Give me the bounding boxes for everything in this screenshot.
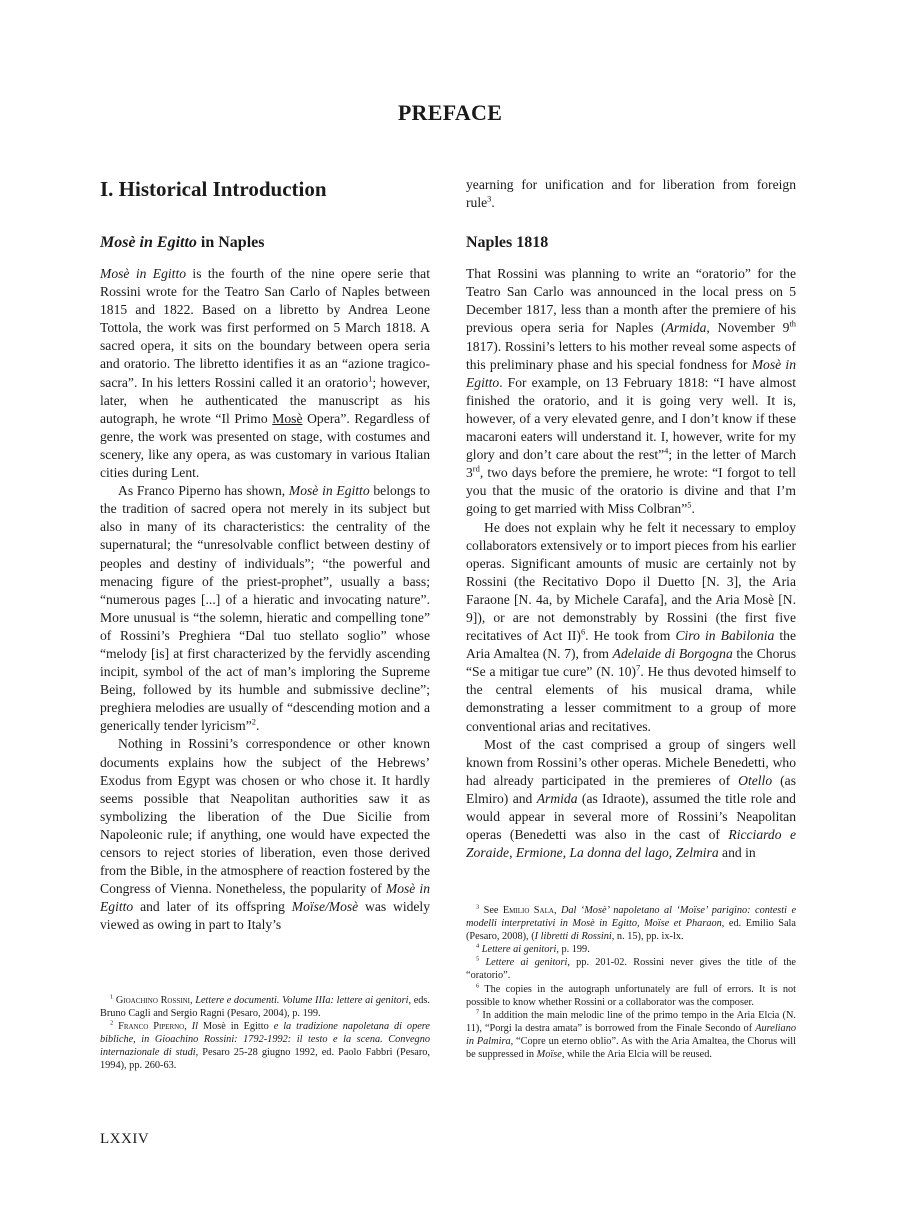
right-continuation xyxy=(466,176,796,212)
footnote-ref: 3 xyxy=(487,193,492,204)
text-run: Armida xyxy=(536,790,578,806)
text-run: I libretti di Rossini xyxy=(534,931,612,943)
text-run: (as Elmiro) and xyxy=(466,772,797,806)
text-run: ; in the letter of March 3 xyxy=(466,447,796,481)
text-run: Moïse xyxy=(536,1049,562,1061)
footnote-ref: rd xyxy=(472,463,480,474)
text-run: yearning for unification and for liberation from foreign rule xyxy=(466,177,796,211)
text-run: , November 9 xyxy=(706,320,790,336)
text-run: Zelmira xyxy=(675,845,719,861)
footnote-ref: 7 xyxy=(476,1008,480,1016)
text-run: and in xyxy=(718,845,756,861)
text-run: . He took from xyxy=(585,628,676,644)
footnote-ref: 3 xyxy=(476,903,480,911)
text-run: , xyxy=(553,905,561,916)
footnote-ref: 5 xyxy=(687,499,692,510)
text-run: Ciro in Babilonia xyxy=(675,628,775,644)
section-heading: I. Historical Introduction xyxy=(100,177,327,201)
text-run: , p. 199. xyxy=(556,944,590,956)
text-run: In addition the main melodic line of the primo tempo in the Aria Elcia (N. 11), “Porgi la destra amata” is borrowed from the Finale Secondo of xyxy=(466,1009,796,1034)
footnote-4 xyxy=(466,943,796,956)
text-run: Lettere ai genitori xyxy=(481,944,557,956)
subheading-italic: Mosè in Egitto xyxy=(100,234,197,251)
text-run: ; however, later, when he authenticated the manuscript as his autograph, he wrote “Il Primo xyxy=(100,374,430,426)
footnote-ref: 2 xyxy=(251,716,256,727)
text-run: Lettere ai genitori xyxy=(485,957,568,969)
right-footnotes xyxy=(466,904,796,1061)
left-paragraph-3 xyxy=(100,735,430,934)
text-run: Gioachino Rossini xyxy=(115,995,190,1006)
text-run: La donna del lago xyxy=(569,845,669,861)
page-title: PREFACE xyxy=(397,100,503,125)
text-run: , xyxy=(509,845,516,861)
text-run: , xyxy=(562,845,570,861)
text-run: Moïse/Mosè xyxy=(291,899,359,915)
text-run: , “Copre un eterno oblio”. As with the Aria Amaltea, the Chorus will be suppressed in xyxy=(466,1035,796,1061)
text-run: 1817). Rossini’s letters to his mother reveal some aspects of this preliminary phase and his special fondness for xyxy=(466,338,796,372)
left-paragraph-1 xyxy=(100,265,430,482)
right-paragraph-1 xyxy=(466,265,796,518)
right-paragraph-2 xyxy=(466,519,796,736)
text-run: . For example, on 13 February 1818: “I have almost finished the oratorio, and it is going very well. It is, however, of a very elevated genre, and I don’t know if these macaroni eaters will understand it. I, however, write for my glory and don’t care about the rest” xyxy=(466,374,796,463)
footnote-ref: 4 xyxy=(664,445,669,456)
subsection-heading-naples-1818: Naples 1818 xyxy=(466,234,549,252)
page-number: LXXIV xyxy=(100,1131,150,1147)
text-run: Dal ‘Mosè’ napoletano al ‘Moïse’ parigino: contesti e modelli interpretativi in Mosè in Egitto, Moïse et Pharaon xyxy=(466,905,797,930)
footnote-2 xyxy=(100,1020,430,1072)
text-run: Mosè in Egitto xyxy=(466,356,797,390)
text-run: . xyxy=(691,501,695,517)
right-column xyxy=(466,176,796,862)
left-column xyxy=(100,176,430,934)
text-run: Most of the cast comprised a group of singers well known from Rossini’s other operas. Michele Benedetti, who had already participated in the premieres of xyxy=(466,736,796,788)
footnote-3 xyxy=(466,904,796,943)
footnote-ref: 4 xyxy=(476,942,480,950)
text-run: was widely viewed as owing in part to Italy’s xyxy=(100,899,430,933)
text-run: , Pesaro 25-28 giugno 1992, ed. Paolo Fabbri (Pesaro, 1994), pp. 260-63. xyxy=(100,1047,430,1072)
text-run: , xyxy=(668,845,676,861)
text-run: Opera”. Regardless of genre, the work was presented on stage, with costumes and scenery, like any opera, as was customary in various Italian cities during Lent. xyxy=(100,410,430,481)
text-run: See xyxy=(479,905,503,916)
footnote-ref: 6 xyxy=(476,982,480,990)
text-run: Lettere e documenti. Volume IIIa: lettere ai genitori xyxy=(195,995,409,1006)
text-run: Ricciardo e Zoraide xyxy=(466,827,796,861)
text-run: Franco Piperno xyxy=(118,1021,185,1033)
text-run: Otello xyxy=(738,772,773,788)
footnote-ref: 7 xyxy=(636,662,641,673)
text-run: , two days before the premiere, he wrote: “I forgot to tell you that the music of the oratorio is divine and that I’m going to get married with Miss Colbran” xyxy=(466,465,796,517)
text-run: , eds. Bruno Cagli and Sergio Ragni (Pesaro, 2004), p. 199. xyxy=(100,995,430,1020)
text-run: Aureliano in Palmira xyxy=(466,1022,796,1047)
text-run: belongs to the tradition of sacred opera not merely in its subject but also in many of its characteristics: the centrality of the supernatural; the “unresolvable conflict between destiny of peoples and destiny of individuals”; “the powerful and menacing figure of the priest-prophet”, usually a bass; “numerous pages [...] of a hieratic and invocating nature”. More unusual is “the solemn, hieratic and compelling tone” of Rossini’s Preghiera “Dal tuo stellato soglio” whose “melody [is] at first characterized by the fervidly ascending incipit, symbol of the act of man’s imploring the Supreme Being, followed by its humble and submissive decline”; preghiera melodies are usually of “descending motion and a generically tender lyricism” xyxy=(100,483,430,734)
text-run: , while the Aria Elcia will be reused. xyxy=(561,1049,712,1061)
footnote-ref: 1 xyxy=(368,373,373,384)
footnote-ref: 2 xyxy=(110,1019,114,1027)
text-run: , xyxy=(184,1021,192,1033)
footnote-ref: 5 xyxy=(476,955,480,963)
text-run: e la tradizione napoletana di opere bibliche, in Gioachino Rossini: 1792-1992: il testo e la scena. Convegno internazionale di studi xyxy=(100,1021,430,1059)
text-run: . xyxy=(255,718,260,734)
text-run: Mosè in Egitto xyxy=(100,266,187,281)
text-run: , n. 15), pp. ix-lx. xyxy=(611,931,684,943)
left-paragraph-2 xyxy=(100,482,430,735)
text-run: the Aria Amaltea (N. 7), from xyxy=(466,628,796,662)
footnote-ref: th xyxy=(789,318,797,329)
text-run: Armida xyxy=(665,320,707,336)
text-run: Nothing in Rossini’s correspondence or other known documents explains how the subject of the Hebrews’ Exodus from Egypt was chosen or who chose it. It hardly seems possible that Neapolitan authorities saw it as symbolizing the liberation of the Due Sicilie from Napoleonic rule; if anything, one would have expected the censors to reject stories of liberation, even those derived from the Bible, in the atmosphere of reaction fostered by the Congress of Vienna. Nonetheless, the popularity of xyxy=(100,736,430,897)
text-run: and later of its offspring xyxy=(133,899,292,915)
subsection-heading-mose-in-naples xyxy=(100,232,430,254)
text-run: As Franco Piperno has shown, xyxy=(118,483,289,499)
text-run: the Chorus “Se a mitigar tue cure” (N. 10) xyxy=(466,646,796,680)
text-run: Emilio Sala xyxy=(502,905,554,916)
text-run: Il xyxy=(191,1021,203,1033)
text-run: The copies in the autograph unfortunately are full of errors. It is not possible to know whether Rossini or a collaborator was the composer. xyxy=(466,983,796,1008)
text-run: , xyxy=(190,995,196,1006)
text-run: , pp. 201-02. Rossini never gives the title of the “oratorio”. xyxy=(466,957,796,982)
footnote-7 xyxy=(466,1009,796,1061)
text-run: Adelaide di Borgogna xyxy=(612,646,733,662)
text-run: , ed. Emilio Sala (Pesaro, 2008), ( xyxy=(466,918,796,943)
text-run: (as Idraote), assumed the title role and would appear in several more of Rossini’s Neapolitan operas (Benedetti was also in the cast of xyxy=(466,790,796,843)
footnote-ref: 6 xyxy=(580,626,586,637)
text-run: He does not explain why he felt it necessary to employ collaborators extensively or to import pieces from his earlier operas. Significant amounts of music are certainly not by Rossini (the Recitativo Dopo il Duetto [N. 3], the Aria Faraone [N. 4a, by Michele Carafa], and the Aria Mosè [N. 9]), or are not demonstrably by Rossini (the first five recitatives of Act II) xyxy=(466,519,796,644)
footnote-ref: 1 xyxy=(110,993,114,1001)
text-run: Mosè in Egitto xyxy=(202,1021,269,1033)
text-run: Mosè in Egitto xyxy=(288,483,370,499)
right-paragraph-3 xyxy=(466,736,796,863)
subheading-rest: in Naples xyxy=(196,234,265,251)
text-run: Mosè xyxy=(272,410,303,426)
text-run: Ermione xyxy=(515,845,563,861)
left-footnotes xyxy=(100,994,430,1073)
text-run: . He thus devoted himself to the central elements of his musical drama, while demonstrating a lesser commitment to a group of more conventional arias and recitatives. xyxy=(466,664,796,734)
text-run: is the fourth of the nine opere serie that Rossini wrote for the Teatro San Carlo of Naples between 1815 and 1822. Based on a libretto by Andrea Leone Tottola, the work was first performed on 5 March 1818. A sacred opera, it sits on the boundary between opera seria and oratorio. The libretto identifies it as an “azione tragico-sacra”. In his letters Rossini called it an oratorio xyxy=(100,266,430,390)
text-run: That Rossini was planning to write an “oratorio” for the Teatro San Carlo was announced in the local press on 5 December 1817, less than a month after the premiere of his previous opera seria for Naples ( xyxy=(466,266,796,336)
text-run: Mosè in Egitto xyxy=(100,881,430,915)
footnote-5 xyxy=(466,956,796,982)
text-run: . xyxy=(491,195,495,211)
footnote-6 xyxy=(466,983,796,1009)
footnote-1 xyxy=(100,994,430,1020)
